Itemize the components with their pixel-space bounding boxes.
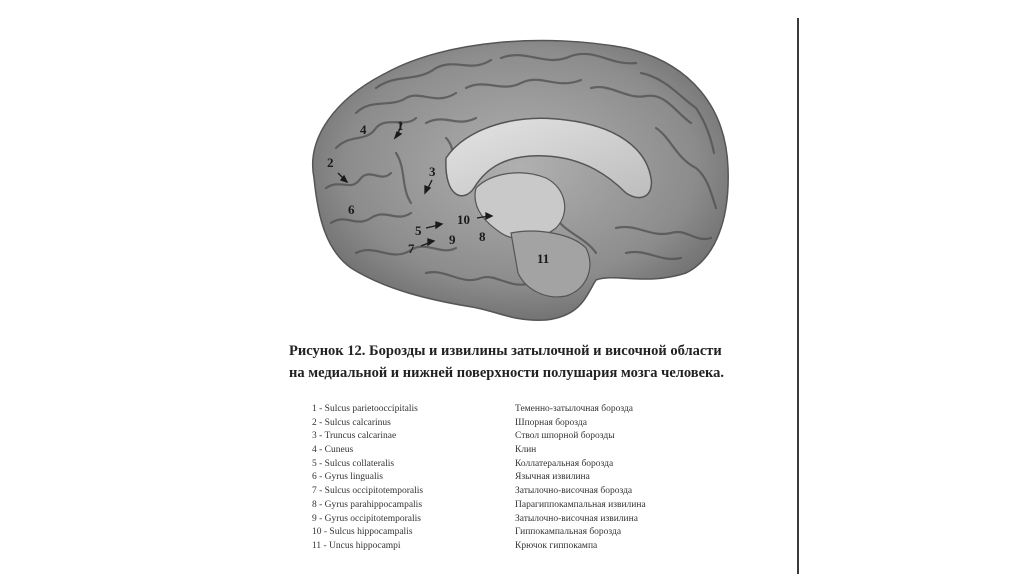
- legend-latin: 10 - Sulcus hippocampalis: [312, 527, 413, 538]
- legend-latin: 7 - Sulcus occipitotemporalis: [312, 486, 424, 497]
- caption-line-1: Рисунок 12. Борозды и извилины затылочной и височной области: [289, 343, 722, 359]
- legend-latin: 4 - Cuneus: [312, 445, 354, 456]
- legend-row: [312, 499, 692, 513]
- legend-russian: Затылочно-височная борозда: [515, 486, 633, 497]
- legend-row: [312, 430, 692, 444]
- label-2: 2: [327, 155, 334, 170]
- legend-latin: 1 - Sulcus parietooccipitalis: [312, 404, 418, 414]
- legend-latin: 3 - Truncus calcarinae: [312, 431, 397, 442]
- legend-russian: Парагиппокампальная извилина: [515, 499, 646, 510]
- legend-row: [312, 485, 692, 499]
- legend-russian: Затылочно-височная извилина: [515, 513, 638, 524]
- legend-latin: 9 - Gyrus occipitotemporalis: [312, 513, 421, 524]
- label-6: 6: [348, 202, 355, 217]
- legend-row: [312, 526, 692, 540]
- legend-russian: Теменно-затылочная борозда: [515, 404, 634, 414]
- legend-russian: Гиппокампальная борозда: [515, 527, 622, 538]
- vertical-divider-line: [797, 18, 799, 574]
- legend-latin: 2 - Sulcus calcarinus: [312, 417, 391, 428]
- legend-russian: Язычная извилина: [515, 472, 590, 483]
- legend-latin: 5 - Sulcus collateralis: [312, 458, 395, 469]
- legend-row: [312, 444, 692, 458]
- figure-caption: [289, 340, 769, 384]
- legend-russian: Крючок гиппокампа: [515, 540, 598, 551]
- legend-russian: Коллатеральная борозда: [515, 458, 614, 469]
- legend-row: [312, 417, 692, 431]
- label-5: 5: [415, 223, 422, 238]
- caption-line-2: на медиальной и нижней поверхности полушария мозга человека.: [289, 365, 725, 381]
- label-7: 7: [408, 241, 415, 256]
- label-9: 9: [449, 232, 456, 247]
- legend-russian: Ствол шпорной борозды: [515, 431, 615, 442]
- legend-row: [312, 458, 692, 472]
- label-10: 10: [457, 212, 470, 227]
- label-3: 3: [429, 164, 436, 179]
- legend-latin: 8 - Gyrus parahippocampalis: [312, 499, 423, 510]
- legend-russian: Клин: [515, 445, 537, 456]
- legend-table: [312, 403, 692, 554]
- brain-medial-surface-figure: [296, 28, 736, 328]
- label-11: 11: [537, 251, 550, 266]
- legend-row: [312, 471, 692, 485]
- legend-row: [312, 513, 692, 527]
- legend-russian: Шпорная борозда: [515, 417, 587, 428]
- label-1: 1: [397, 118, 404, 133]
- legend-latin: 11 - Uncus hippocampi: [312, 540, 401, 551]
- label-4: 4: [360, 122, 367, 137]
- legend-row: [312, 403, 692, 417]
- legend-row: [312, 540, 692, 554]
- legend-latin: 6 - Gyrus lingualis: [312, 472, 383, 483]
- label-8: 8: [479, 229, 486, 244]
